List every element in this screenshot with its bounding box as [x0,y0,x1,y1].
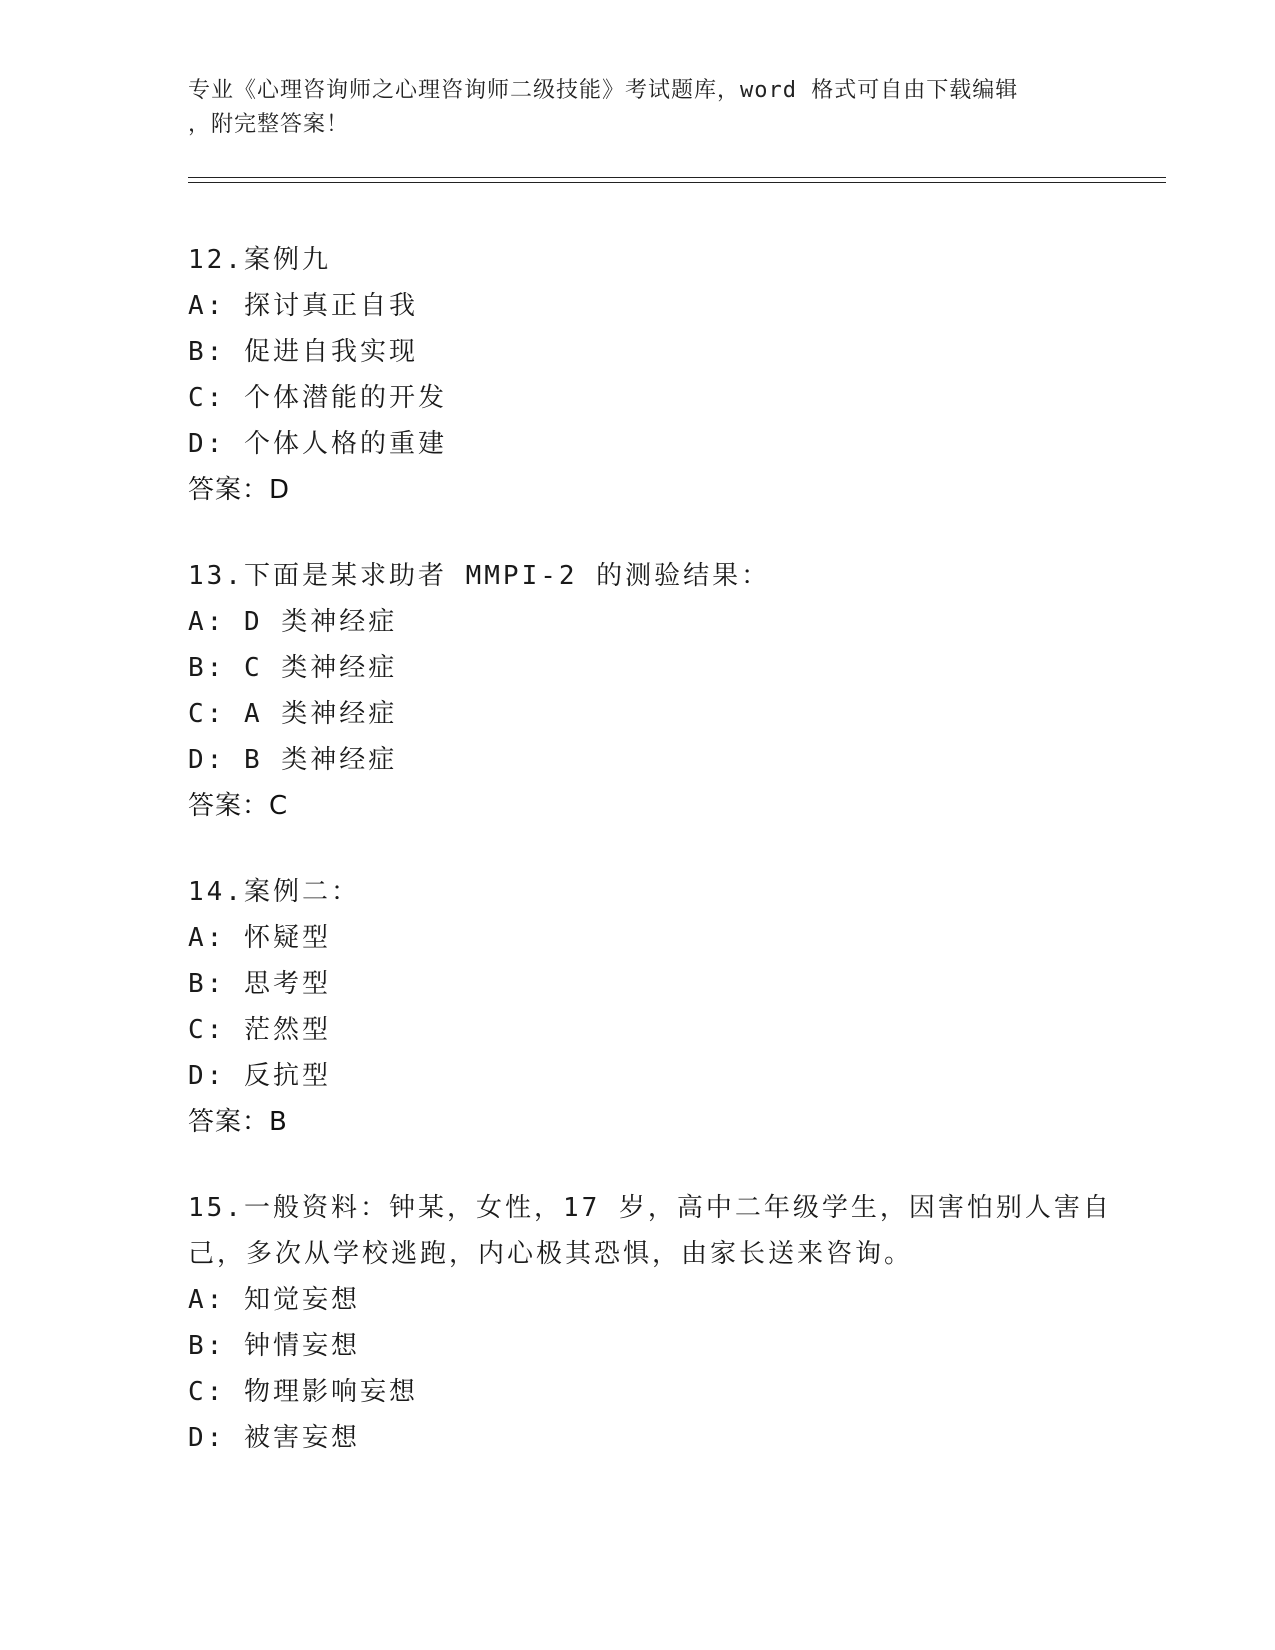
option-d: D: 被害妄想 [188,1423,360,1453]
option-a: A: D 类神经症 [188,607,398,637]
question-stem-continued: 己，多次从学校逃跑，内心极其恐惧，由家长送来咨询。 [188,1239,914,1269]
question-stem: 14.案例二： [188,877,360,907]
question-stem: 15.一般资料：钟某，女性，17 岁，高中二年级学生，因害怕别人害自 [188,1193,1112,1223]
option-b: B: 促进自我实现 [188,337,418,367]
question-14 [188,869,1088,1145]
question-stem: 13.下面是某求助者 MMPI-2 的测验结果： [188,561,771,591]
option-c: C: 个体潜能的开发 [188,383,447,413]
option-d: D: B 类神经症 [188,745,398,775]
option-b: B: 思考型 [188,969,331,999]
header-divider-top [188,177,1166,178]
question-stem: 12.案例九 [188,245,331,275]
answer: 答案：B [188,1107,288,1137]
option-c: C: A 类神经症 [188,699,398,729]
question-15 [188,1185,1112,1461]
header-line-1: 专业《心理咨询师之心理咨询师二级技能》考试题库，word 格式可自由下载编辑 [188,78,1019,103]
document-header [188,74,1088,142]
question-12 [188,237,1088,513]
question-list [188,237,1112,1501]
option-c: C: 物理影响妄想 [188,1377,418,1407]
option-a: A: 怀疑型 [188,923,331,953]
option-c: C: 茫然型 [188,1015,331,1045]
answer: 答案：D [188,475,291,505]
option-d: D: 反抗型 [188,1061,331,1091]
option-a: A: 知觉妄想 [188,1285,360,1315]
option-a: A: 探讨真正自我 [188,291,418,321]
option-b: B: 钟情妄想 [188,1331,360,1361]
option-d: D: 个体人格的重建 [188,429,447,459]
answer: 答案：C [188,791,289,821]
option-b: B: C 类神经症 [188,653,398,683]
question-13 [188,553,1088,829]
header-line-2: ，附完整答案！ [188,112,350,137]
header-divider-bottom [188,182,1166,183]
